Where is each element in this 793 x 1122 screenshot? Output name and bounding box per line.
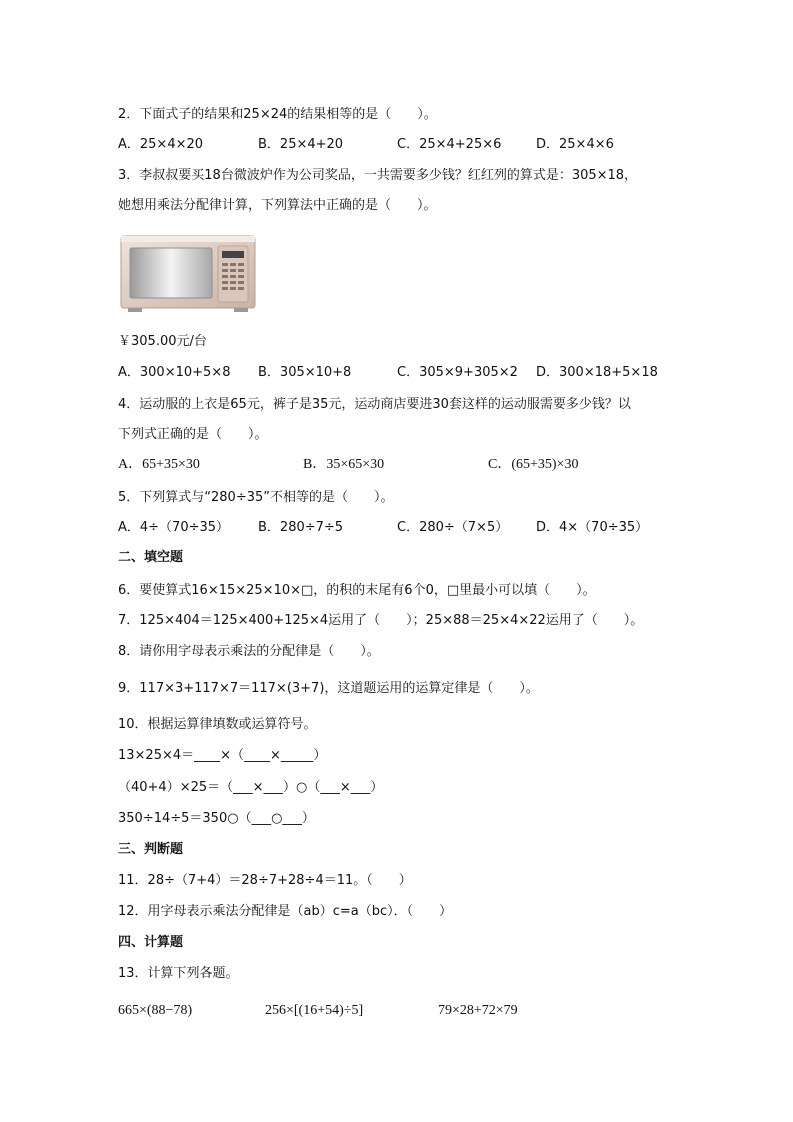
q5-option-a: A．4÷（70÷35） [118,520,230,535]
q9-text: 9．117×3+117×7＝117×(3+7)，这道题运用的运算定律是（ ）。 [118,681,539,696]
q13-expr-2: 256×[(16+54)÷5] [265,1003,364,1018]
q2-option-c: C．25×4+25×6 [397,137,502,152]
q3-stem-line2: 她想用乘法分配律计算，下列算法中正确的是（ ）。 [118,198,437,213]
q2-option-b: B．25×4+20 [258,137,344,152]
q6-text: 6．要使算式16×15×25×10×□，的积的末尾有6个0，□里最小可以填（ ）。 [118,583,596,598]
q13-expr-1: 665×(88−78) [118,1003,193,1018]
q4-option-c: C．(65+35)×30 [488,457,579,472]
q3-option-c: C．305×9+305×2 [397,365,518,380]
section-calc-title: 四、计算题 [118,935,184,950]
q12-text: 12．用字母表示乘法分配律是（ab）c=a（bc）．（ ） [118,904,453,919]
q2-option-d: D．25×4×6 [536,137,614,152]
q5-stem: 5．下列算式与“280÷35”不相等的是（ ）。 [118,490,394,505]
section-judge-title: 三、判断题 [118,842,184,857]
q13-expr-3: 79×28+72×79 [438,1003,518,1018]
q3-option-b: B．305×10+8 [258,365,352,380]
q4-stem-line2: 下列式正确的是（ ）。 [118,427,268,442]
q2-option-a: A．25×4×20 [118,137,204,152]
q3-stem-line1: 3．李叔叔要买18台微波炉作为公司奖品，一共需要多少钱？红红列的算式是：305×18， [118,168,638,183]
q7-text: 7．125×404＝125×400+125×4运用了（ ）；25×88＝25×4×22运用了（ ）。 [118,613,644,628]
q11-text: 11．28÷（7+4）＝28÷7+28÷4＝11。（ ） [118,873,412,888]
q4-stem-line1: 4．运动服的上衣是65元，裤子是35元，运动商店要进30套这样的运动服需要多少钱？以 [118,397,631,412]
microwave-icon [118,232,260,316]
q2-stem: 2．下面式子的结果和25×24的结果相等的是（ ）。 [118,107,437,122]
q5-option-d: D．4×（70÷35） [536,520,649,535]
q10-stem: 10．根据运算律填数或运算符号。 [118,717,317,732]
q4-option-a: A．65+35×30 [118,457,200,472]
q5-option-c: C．280÷（7×5） [397,520,509,535]
q10-line2: （40+4）×25＝（___×___）○（___×___） [118,780,384,795]
section-fill-in-title: 二、填空题 [118,550,184,565]
q3-price: ￥305.00元/台 [118,334,207,349]
q3-option-d: D．300×18+5×18 [536,365,658,380]
q13-stem: 13．计算下列各题。 [118,966,239,981]
q3-option-a: A．300×10+5×8 [118,365,231,380]
q10-line1: 13×25×4＝____×（____×_____） [118,748,327,763]
q10-line3: 350÷14÷5＝350○（___○___） [118,811,315,826]
q5-option-b: B．280÷7÷5 [258,520,344,535]
q8-text: 8．请你用字母表示乘法的分配律是（ ）。 [118,644,380,659]
q4-option-b: B．35×65×30 [303,457,385,472]
